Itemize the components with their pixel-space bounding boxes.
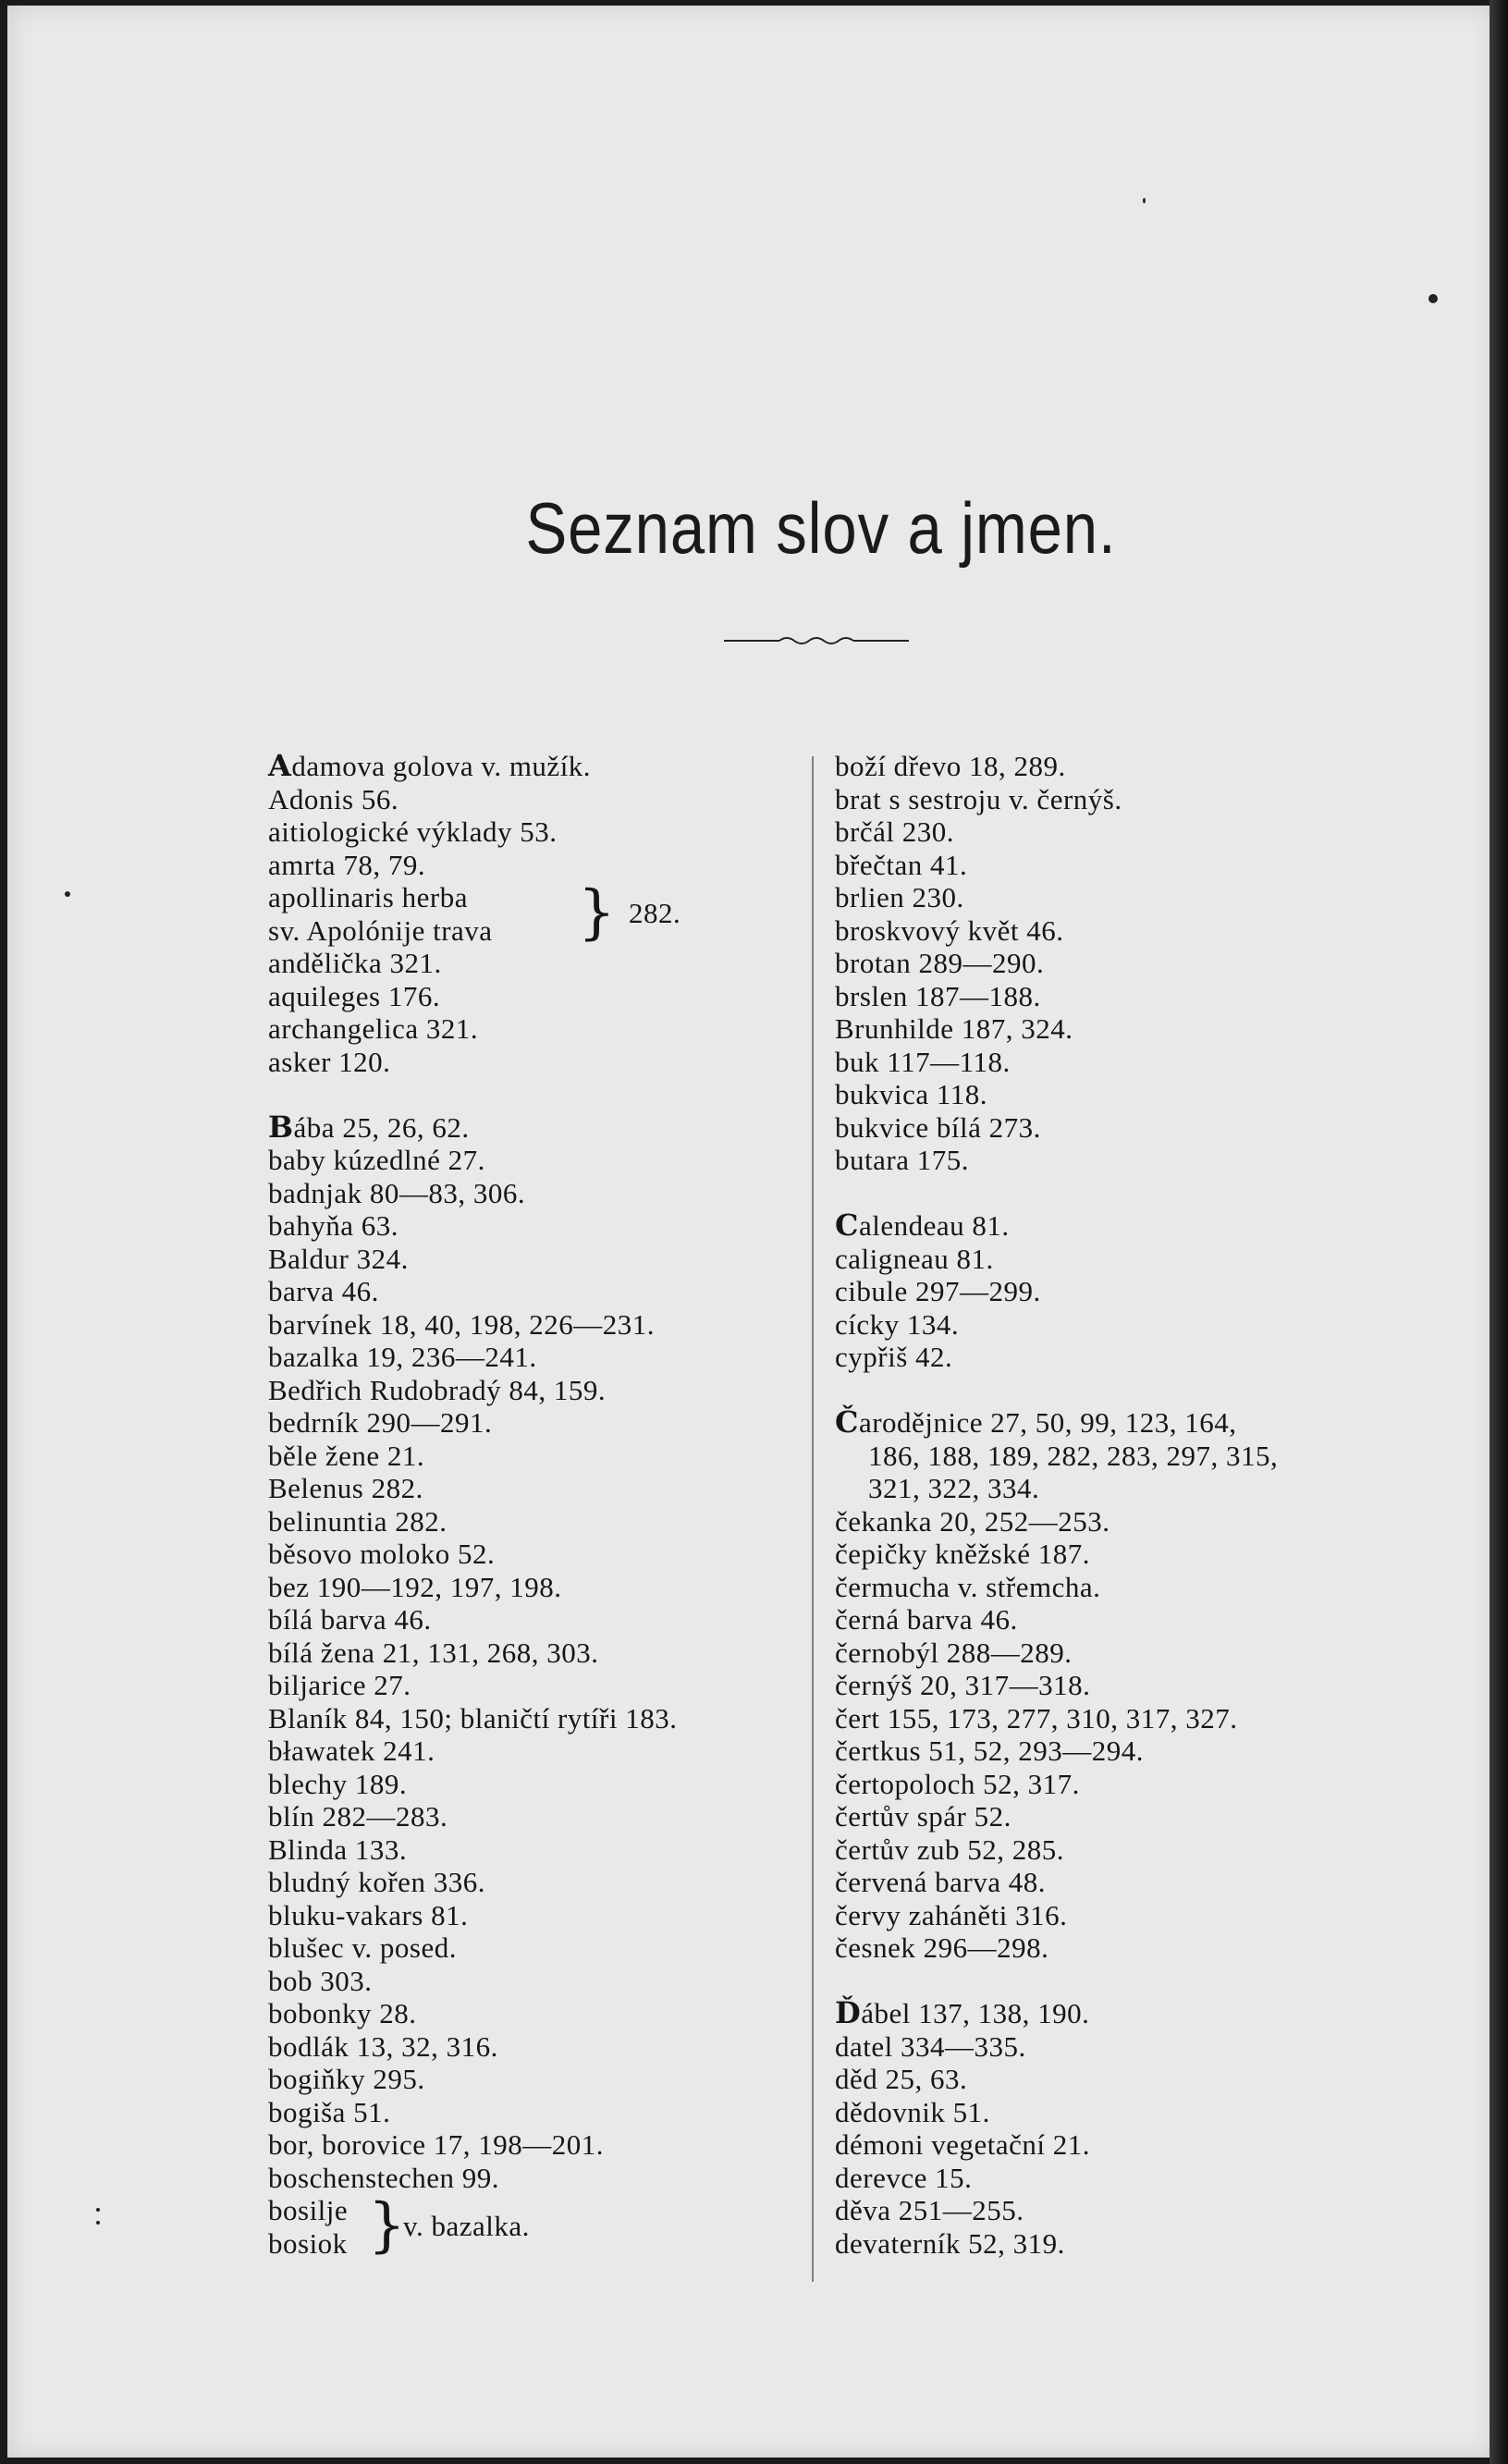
entry: čertkus 51, 52, 293—294. [835, 1735, 1145, 1767]
entry: černá barva 46. [835, 1603, 1018, 1636]
bosilje-block [268, 2191, 841, 2260]
entry: cibule 297—299. [835, 1275, 1041, 1307]
entry: sv. Apolónije trava [268, 913, 493, 947]
entry: bukvica 118. [835, 1078, 987, 1110]
entry: děva 251—255. [835, 2194, 1024, 2226]
entry: Čarodějnice 27, 50, 99, 123, 164, [835, 1404, 1237, 1440]
entry: broskvový květ 46. [835, 913, 1064, 947]
entry: bosilje [268, 2194, 349, 2226]
entry: bobonky 28. [268, 1997, 417, 2029]
entry: červená barva 48. [835, 1866, 1046, 1898]
entry: datel 334—335. [835, 2029, 1026, 2063]
entry: bodlák 13, 32, 316. [268, 2029, 498, 2063]
entry: boží dřevo 18, 289. [835, 750, 1066, 782]
apollinaris-block [268, 878, 841, 947]
entry: Brunhilde 187, 324. [835, 1012, 1073, 1045]
page-speck [1143, 198, 1146, 203]
entry: caligneau 81. [835, 1242, 994, 1275]
entry: bazalka 19, 236—241. [268, 1341, 537, 1373]
entry: bogiňky 295. [268, 2063, 425, 2095]
entry: čepičky kněžské 187. [835, 1538, 1090, 1570]
entry: bílá žena 21, 131, 268, 303. [268, 1636, 599, 1669]
entry: čertův zub 52, 285. [835, 1833, 1064, 1866]
entry: bogiša 51. [268, 2095, 391, 2128]
entry: bílá barva 46. [268, 1603, 432, 1636]
entry: apollinaris herba [268, 881, 468, 913]
entry: barvínek 18, 40, 198, 226—231. [268, 1307, 655, 1341]
entry: čekanka 20, 252—253. [835, 1504, 1110, 1538]
entry: bosiok [268, 2226, 348, 2260]
entry: čermucha v. střemcha. [835, 1570, 1101, 1603]
right-group-d [835, 1997, 1482, 2260]
left-group-a [268, 750, 841, 881]
entry: aitiologické výklady 53. [268, 815, 558, 848]
page-title: Seznam slov a jmen. [525, 487, 1117, 569]
entry: Belenus 282. [268, 1472, 423, 1504]
right-group-b [835, 750, 1482, 1177]
entry: Adonis 56. [268, 782, 399, 815]
left-column [268, 750, 841, 2260]
entry: 186, 188, 189, 282, 283, 297, 315, [868, 1439, 1279, 1472]
entry: brčál 230. [835, 815, 954, 848]
entry: červy zaháněti 316. [835, 1898, 1068, 1931]
entry: buk 117—118. [835, 1045, 1011, 1078]
entry: Ďábel 137, 138, 190. [835, 1995, 1090, 2030]
entry: čertův spár 52. [835, 1800, 1011, 1833]
entry: běle žene 21. [268, 1439, 425, 1472]
entry: Blaník 84, 150; blaničtí rytíři 183. [268, 1701, 678, 1735]
entry: Calendeau 81. [835, 1207, 1010, 1243]
page-edge [1490, 0, 1508, 2464]
page-speck [65, 891, 70, 897]
entry: cypřiš 42. [835, 1341, 953, 1373]
entry: čertopoloch 52, 317. [835, 1767, 1080, 1800]
entry: bahyňa 63. [268, 1209, 399, 1242]
entry: boschenstechen 99. [268, 2161, 500, 2194]
brace: } [368, 2191, 407, 2260]
entry: brotan 289—290. [835, 947, 1045, 979]
entry-reference: 282. [629, 897, 681, 929]
entry: černobýl 288—289. [835, 1636, 1073, 1669]
title-ornament [724, 634, 909, 647]
entry: bludný kořen 336. [268, 1866, 485, 1898]
entry: andělička 321. [268, 947, 442, 979]
entry: amrta 78, 79. [268, 848, 426, 881]
entry: česnek 296—298. [835, 1931, 1049, 1964]
entry: 321, 322, 334. [868, 1472, 1040, 1504]
entry: Bedřich Rudobradý 84, 159. [268, 1373, 607, 1406]
entry: démoni vegetační 21. [835, 2128, 1090, 2161]
entry: brlien 230. [835, 881, 964, 913]
entry: derevce 15. [835, 2161, 973, 2194]
right-group-cz-continuation [835, 1440, 1482, 1505]
page-speck [96, 2208, 100, 2212]
entry: barva 46. [268, 1275, 379, 1307]
entry: baby kúzedlné 27. [268, 1144, 485, 1176]
entry: čert 155, 173, 277, 310, 317, 327. [835, 1701, 1238, 1735]
right-column [835, 750, 1482, 2260]
entry: bez 190—192, 197, 198. [268, 1570, 562, 1603]
right-group-c [835, 1209, 1482, 1374]
entry: aquileges 176. [268, 979, 441, 1012]
entry: bedrník 290—291. [268, 1406, 493, 1439]
entry: asker 120. [268, 1045, 391, 1078]
entry-reference: v. bazalka. [403, 2210, 530, 2242]
entry: Adamova golova v. mužík. [268, 748, 592, 783]
page-speck [1428, 294, 1438, 303]
entry: belinuntia 282. [268, 1504, 447, 1538]
entry: archangelica 321. [268, 1012, 479, 1045]
left-group-b [268, 1111, 841, 2195]
brace: } [578, 878, 617, 947]
entry: bławatek 241. [268, 1735, 435, 1767]
entry: brat s sestroju v. černýš. [835, 782, 1122, 815]
entry: butara 175. [835, 1144, 969, 1176]
book-page [7, 6, 1496, 2458]
entry: cícky 134. [835, 1307, 960, 1341]
entry: blechy 189. [268, 1767, 408, 1800]
entry: badnjak 80—83, 306. [268, 1176, 526, 1209]
right-group-cz [835, 1505, 1482, 1965]
entry: blín 282—283. [268, 1800, 448, 1833]
entry: bob 303. [268, 1964, 373, 1997]
entry: Baldur 324. [268, 1242, 409, 1275]
entry: dědovnik 51. [835, 2095, 990, 2128]
left-group-a2 [268, 947, 841, 1078]
entry: Bába 25, 26, 62. [268, 1109, 470, 1145]
entry: Blinda 133. [268, 1833, 408, 1866]
entry: děd 25, 63. [835, 2063, 968, 2095]
entry: devaterník 52, 319. [835, 2226, 1065, 2260]
entry: černýš 20, 317—318. [835, 1669, 1091, 1701]
page-speck [96, 2221, 100, 2225]
entry: bukvice bílá 273. [835, 1110, 1041, 1144]
entry: bor, borovice 17, 198—201. [268, 2128, 605, 2161]
entry: blušec v. posed. [268, 1931, 458, 1964]
entry: břečtan 41. [835, 848, 968, 881]
entry: běsovo moloko 52. [268, 1538, 496, 1570]
entry: brslen 187—188. [835, 979, 1041, 1012]
entry: biljarice 27. [268, 1669, 411, 1701]
entry: bluku-vakars 81. [268, 1898, 469, 1931]
